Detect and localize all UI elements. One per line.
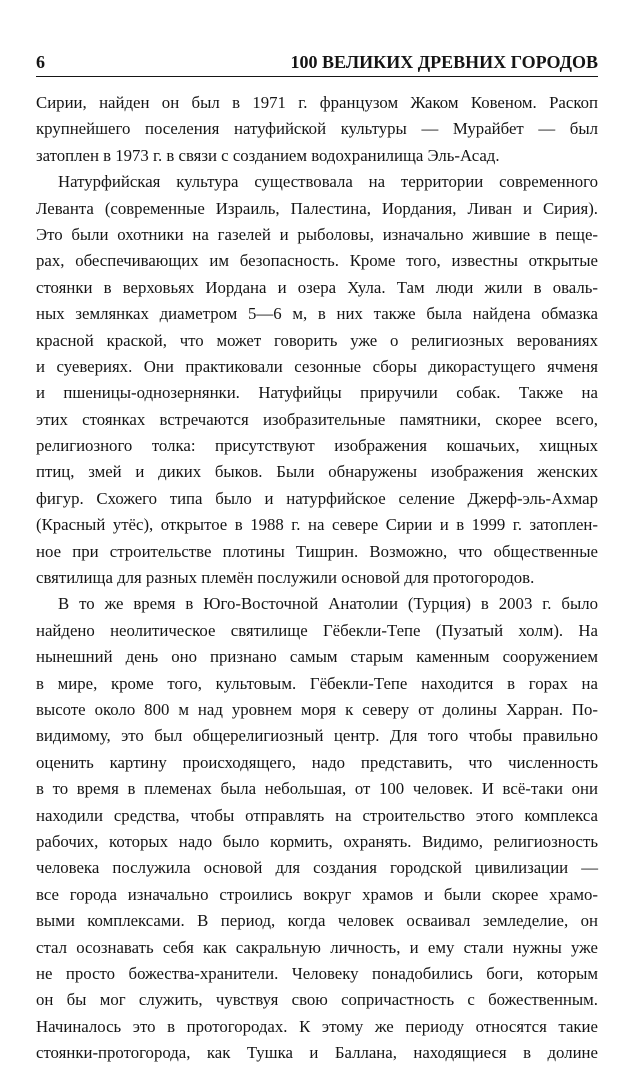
text-line: не просто божества-хранители. Человеку понадобились боги, которым (36, 963, 598, 983)
text-line: В то же время в Юго-Восточной Анатолии (Турция) в 2003 г. было (58, 594, 598, 614)
text-line: затоплен в 1973 г. в связи с созданием водохранилища Эль-Асад. (36, 145, 500, 165)
text-line: рабочих, которых надо было кормить, охранять. Видимо, религиозность (36, 831, 598, 851)
text-line: рах, обеспечивающих им безопасность. Кроме того, известны открытые (36, 251, 598, 271)
text-line: выми комплексами. В период, когда человек осваивал земледелие, он (36, 911, 598, 931)
text-line: этих стоянках встречаются изобразительные памятники, скорее всего, (36, 409, 598, 429)
text-line: ных землянках диаметром 5—6 м, в них также была найдена обмазка (36, 304, 598, 324)
text-line: нынешний день оно признано самым старым каменным сооружением (36, 647, 598, 667)
page-number: 6 (36, 52, 45, 72)
header-divider (36, 76, 598, 77)
text-line: религиозного толка: присутствуют изображения кошачьих, хищных (36, 436, 598, 456)
text-line: он бы мог служить, чувствуя свою сопричастность с божественным. (36, 990, 598, 1010)
text-line: оценить картину происходящего, надо представить, что численность (36, 752, 598, 772)
text-line: в мире, кроме того, культовым. Гёбекли-Тепе находится в горах на (36, 673, 598, 693)
text-line: в то время в племенах была небольшая, от 100 человек. И всё-таки они (36, 779, 598, 799)
text-line: и пшеницы-однозернянки. Натуфийцы приручили собак. Также на (36, 383, 598, 403)
text-line: Леванта (современные Израиль, Палестина, Иордания, Ливан и Сирия). (36, 198, 598, 218)
text-line: птиц, змей и диких быков. Были обнаружены изображения женских (36, 462, 598, 482)
text-line: найдено неолитическое святилище Гёбекли-Тепе (Пузатый холм). На (36, 620, 598, 640)
text-line: стал осознавать себя как сакральную личность, и ему стали нужны уже (36, 937, 598, 957)
running-header (36, 45, 598, 73)
text-line: Начиналось это в протогородах. К этому же периоду относятся такие (36, 1016, 598, 1036)
text-line: красной краской, что может говорить уже о религиозных верованиях (36, 330, 598, 350)
text-line: видимому, это был общерелигиозный центр. Для того чтобы правильно (36, 726, 598, 746)
text-line: находили средства, чтобы отправлять на строительство этого комплекса (36, 805, 598, 825)
text-line: все города изначально строились вокруг храмов и были скорее храмо- (36, 884, 598, 904)
text-line: Сирии, найден он был в 1971 г. французом Жаком Ковеном. Раскоп (36, 93, 598, 112)
text-line: крупнейшего поселения натуфийской культуры — Мурайбет — был (36, 119, 598, 139)
text-line: (Красный утёс), открытое в 1988 г. на севере Сирии и в 1999 г. затоплен- (36, 515, 598, 535)
text-line: и суевериях. Они практиковали сезонные сборы дикорастущего ячменя (36, 356, 598, 376)
text-line: высоте около 800 м над уровнем моря к северу от долины Харран. По- (36, 699, 598, 719)
text-line: человека послужила основой для создания городской цивилизации — (36, 858, 598, 878)
text-line: стоянки в верховьях Иордана и озера Хула. Там люди жили в оваль- (36, 277, 598, 297)
text-line: ное при строительстве плотины Тишрин. Возможно, что общественные (36, 541, 598, 561)
text-line: Натурфийская культура существовала на территории современного (58, 172, 598, 192)
text-line: Это были охотники на газелей и рыболовы, изначально жившие в пеще- (36, 224, 598, 244)
text-line: святилища для разных племён послужили основой для протогородов. (36, 568, 535, 588)
running-title: 100 ВЕЛИКИХ ДРЕВНИХ ГОРОДОВ (290, 52, 598, 72)
text-line: фигур. Схожего типа было и натурфийское селение Джерф-эль-Ахмар (36, 488, 598, 508)
text-line: стоянки-протогорода, как Тушка и Баллана, находящиеся в долине (36, 1043, 598, 1063)
body-text (36, 90, 598, 1066)
